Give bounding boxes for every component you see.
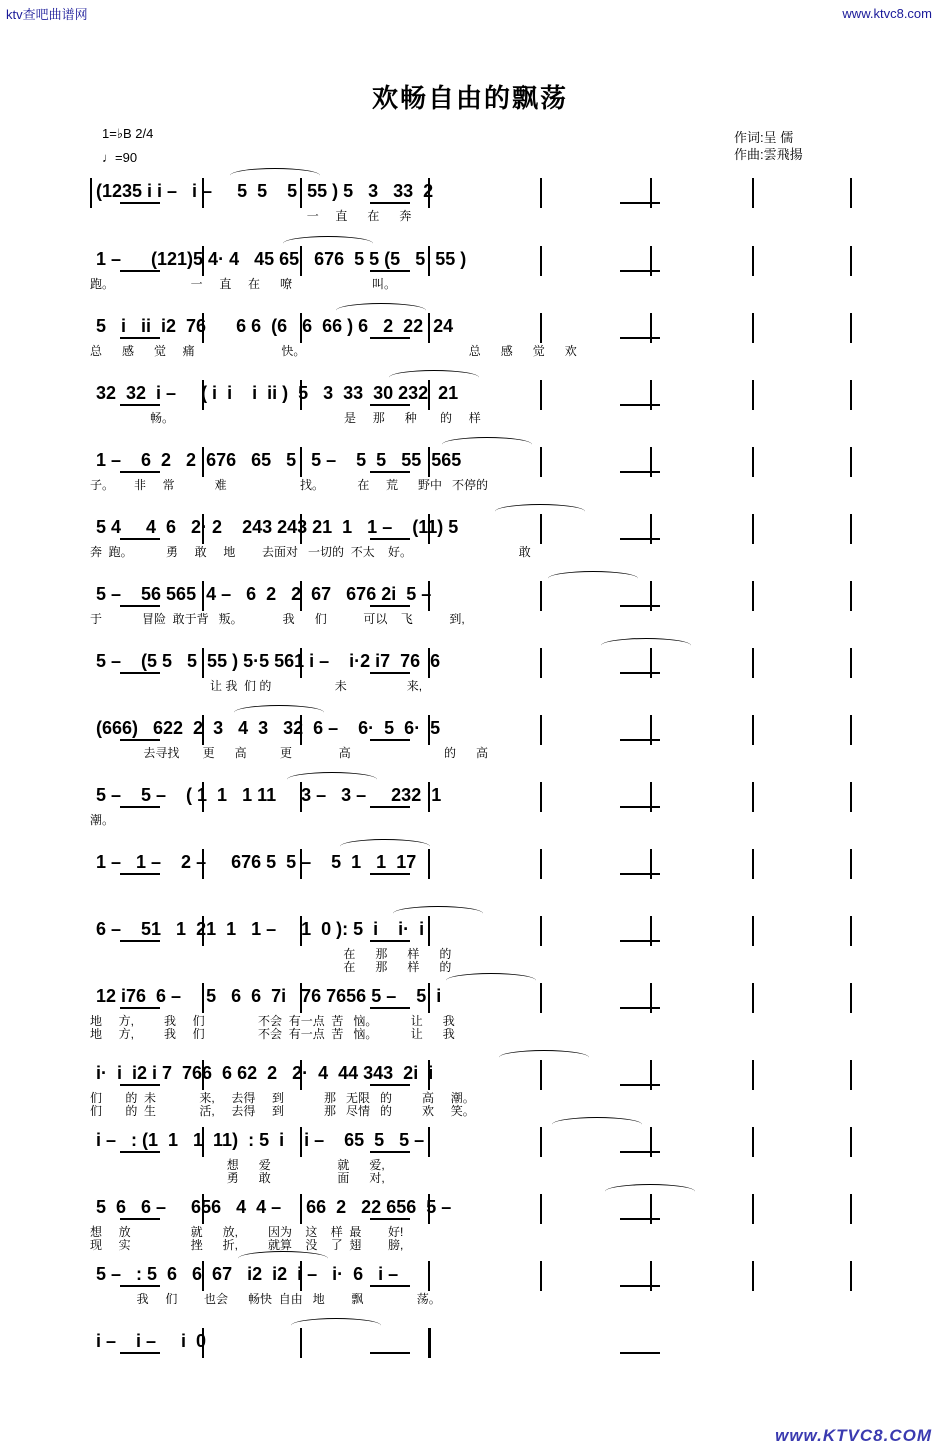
notation-line: 5 – (5 5 5 55 ) 5·5 561 i – i·2 i7 76 6 bbox=[96, 651, 446, 671]
score-row bbox=[90, 916, 850, 972]
slur-arc bbox=[230, 168, 320, 183]
beam-underline bbox=[120, 1084, 160, 1086]
slur-arc bbox=[552, 1117, 642, 1132]
key-signature: 1=♭B 2/4 bbox=[102, 126, 154, 141]
notation-line: 1 – 1 – 2 – 676 5 5 – 5 1 1 17 bbox=[96, 852, 427, 872]
slur-arc bbox=[446, 973, 536, 988]
lyric-line bbox=[90, 878, 850, 892]
notation-line: 5 – 5 – ( 1 1 1 11 3 – 3 – 232 1 bbox=[96, 785, 447, 805]
score-row bbox=[90, 1261, 850, 1317]
slur-arc bbox=[393, 906, 483, 921]
beam-underline bbox=[370, 1218, 410, 1220]
lyric-line: 想 放 就 放, 因为 这 样 最 好! bbox=[90, 1225, 404, 1239]
notation-line: 5 6 6 – 656 4 4 – 66 2 22 656 5 – bbox=[96, 1197, 467, 1217]
lyric-line: 让 我 们 的 未 来, bbox=[90, 679, 423, 693]
beam-underline bbox=[620, 404, 660, 406]
score-row bbox=[90, 849, 850, 905]
lyric-line: 在 那 样 的 bbox=[90, 960, 452, 974]
beam-underline bbox=[370, 538, 410, 540]
notation-line: 5 – 56 565 4 – 6 2 2 67 676 2i 5 – bbox=[96, 584, 452, 604]
beam-underline bbox=[370, 202, 410, 204]
beam-underline bbox=[120, 672, 160, 674]
barline bbox=[90, 178, 92, 208]
beam-underline bbox=[120, 605, 160, 607]
beam-underline bbox=[370, 672, 410, 674]
slur-arc bbox=[605, 1184, 695, 1199]
score-row bbox=[90, 983, 850, 1039]
beam-underline bbox=[370, 1285, 410, 1287]
beam-underline bbox=[620, 270, 660, 272]
beam-underline bbox=[620, 202, 660, 204]
score-row bbox=[90, 715, 850, 771]
tempo-marking: ♩=90 bbox=[102, 150, 138, 165]
watermark-bottom-right: www.KTVC8.COM bbox=[775, 1426, 932, 1445]
beam-underline bbox=[620, 1151, 660, 1153]
beam-underline bbox=[370, 1007, 410, 1009]
notation-line: (666) 622 2 3 4 3 32 6 – 6· 5 6· 5 bbox=[96, 718, 446, 738]
notation-line: 5 – : 5 6 6 67 i2 i2 i – i· 6 i – bbox=[96, 1264, 414, 1284]
composer-credit: 作曲:雲飛揚 bbox=[734, 147, 803, 162]
slur-arc bbox=[287, 772, 377, 787]
notation-line: 1 – (121)5 4· 4 45 65 676 5 5 (5 5 55 ) bbox=[96, 249, 472, 269]
lyric-line: 潮。 bbox=[90, 813, 115, 827]
beam-underline bbox=[370, 1084, 410, 1086]
slur-arc bbox=[495, 504, 585, 519]
beam-underline bbox=[370, 1151, 410, 1153]
beam-underline bbox=[120, 1007, 160, 1009]
score-row bbox=[90, 1328, 850, 1384]
notation-line: 32 32 i – ( i i i ii ) 5 3 33 30 232 21 bbox=[96, 383, 464, 403]
beam-underline bbox=[620, 940, 660, 942]
notation-line: i· i i2 i 7 766 6 62 2 2· 4 44 343 2i i bbox=[96, 1063, 444, 1083]
score-row bbox=[90, 782, 850, 838]
lyric-line: 跑。 一 直 在 嘹 叫。 bbox=[90, 277, 397, 291]
score-row bbox=[90, 1127, 850, 1183]
beam-underline bbox=[120, 739, 160, 741]
beam-underline bbox=[120, 1352, 160, 1354]
lyric-line: 地 方, 我 们 不会 有一点 苦 恼。 让 我 bbox=[90, 1014, 455, 1028]
notation-line: i – i – i 0 bbox=[96, 1331, 227, 1351]
beam-underline bbox=[370, 739, 410, 741]
beam-underline bbox=[120, 404, 160, 406]
slur-arc bbox=[389, 370, 479, 385]
watermark-top-left: ktv查吧曲谱网 bbox=[6, 7, 88, 22]
beam-underline bbox=[370, 605, 410, 607]
notation-line: 5 i ii i2 76 6 6 (6 6 66 ) 6 2 22 24 bbox=[96, 316, 464, 336]
notation-line: i – : (1 1 1 11) : 5 i i – 65 5 5 – bbox=[96, 1130, 440, 1150]
slur-arc bbox=[548, 571, 638, 586]
notation-line: 6 – 51 1 21 1 1 – 1 0 ): 5 i i· i bbox=[96, 919, 440, 939]
lyric-line: 一 直 在 奔 bbox=[90, 209, 412, 223]
beam-underline bbox=[120, 471, 160, 473]
beam-underline bbox=[620, 1285, 660, 1287]
slur-arc bbox=[283, 236, 373, 251]
beam-underline bbox=[120, 202, 160, 204]
beam-underline bbox=[620, 806, 660, 808]
beam-underline bbox=[620, 605, 660, 607]
notation-line: 12 i76 6 – 5 6 6 7i 76 7656 5 – 5 i bbox=[96, 986, 457, 1006]
lyric-line: 去寻找 更 高 更 高 的 高 bbox=[90, 746, 489, 760]
beam-underline bbox=[620, 471, 660, 473]
score-row bbox=[90, 1060, 850, 1116]
beam-underline bbox=[120, 1151, 160, 1153]
slur-arc bbox=[442, 437, 532, 452]
lyric-line: 我 们 也会 畅快 自由 地 飘 荡。 bbox=[90, 1292, 441, 1306]
slur-arc bbox=[499, 1050, 589, 1065]
beam-underline bbox=[370, 940, 410, 942]
score-row bbox=[90, 246, 850, 302]
beam-underline bbox=[620, 1218, 660, 1220]
slur-arc bbox=[291, 1318, 381, 1333]
lyric-line: 于 冒险 敢于背 叛。 我 们 可以 飞 到, bbox=[90, 612, 465, 626]
beam-underline bbox=[120, 940, 160, 942]
lyric-line: 想 爱 就 爱, bbox=[90, 1158, 385, 1172]
score-row bbox=[90, 581, 850, 637]
lyric-line: 勇 敢 面 对, bbox=[90, 1171, 385, 1185]
beam-underline bbox=[370, 873, 410, 875]
watermark-top-right: www.ktvc8.com bbox=[842, 6, 932, 21]
beam-underline bbox=[370, 337, 410, 339]
lyric-line: 地 方, 我 们 不会 有一点 苦 恼。 让 我 bbox=[90, 1027, 455, 1041]
notation-line: (1235 i i – i – 5 5 5 55 ) 5 3 33 2 bbox=[96, 181, 449, 201]
lyric-line: 奔 跑。 勇 敢 地 去面对 一切的 不太 好。 敢 bbox=[90, 545, 531, 559]
slur-arc bbox=[234, 705, 324, 720]
score-row bbox=[90, 178, 850, 234]
beam-underline bbox=[620, 1007, 660, 1009]
beam-underline bbox=[620, 672, 660, 674]
score-row bbox=[90, 648, 850, 704]
beam-underline bbox=[620, 538, 660, 540]
beam-underline bbox=[120, 337, 160, 339]
song-title: 欢畅自由的飘荡 bbox=[371, 83, 568, 113]
lyric-line: 现 实 挫 折, 就算 没 了 翅 膀, bbox=[90, 1238, 404, 1252]
beam-underline bbox=[620, 1352, 660, 1354]
beam-underline bbox=[370, 806, 410, 808]
beam-underline bbox=[620, 337, 660, 339]
lyricist-credit: 作词:呈 儒 bbox=[734, 130, 794, 145]
beam-underline bbox=[120, 270, 160, 272]
beam-underline bbox=[120, 1218, 160, 1220]
beam-underline bbox=[120, 873, 160, 875]
notation-line: 5 4 4 6 2· 2 243 243 21 1 1 – (11) 5 bbox=[96, 517, 464, 537]
lyric-line: 们 的 生 活, 去得 到 那 尽情 的 欢 笑。 bbox=[90, 1104, 475, 1118]
beam-underline bbox=[370, 270, 410, 272]
score-row bbox=[90, 313, 850, 369]
lyric-line: 畅。 是 那 种 的 样 bbox=[90, 411, 481, 425]
beam-underline bbox=[370, 1352, 410, 1354]
slur-arc bbox=[340, 839, 430, 854]
beam-underline bbox=[620, 873, 660, 875]
slur-arc bbox=[238, 1251, 328, 1266]
lyric-line: 在 那 样 的 bbox=[90, 947, 452, 961]
score-row bbox=[90, 380, 850, 436]
lyric-line: 总 感 觉 痛 快。 总 感 觉 欢 bbox=[90, 344, 577, 358]
beam-underline bbox=[620, 1084, 660, 1086]
lyric-line: 子。 非 常 难 找。 在 荒 野中 不停的 bbox=[90, 478, 489, 492]
beam-underline bbox=[370, 471, 410, 473]
lyric-line bbox=[90, 1357, 850, 1371]
slur-arc bbox=[336, 303, 426, 318]
beam-underline bbox=[120, 806, 160, 808]
slur-arc bbox=[601, 638, 691, 653]
beam-underline bbox=[620, 739, 660, 741]
score-row bbox=[90, 1194, 850, 1250]
beam-underline bbox=[370, 404, 410, 406]
score-row bbox=[90, 514, 850, 570]
notation-line: 1 – 6 2 2 676 65 5 5 – 5 5 55 565 bbox=[96, 450, 467, 470]
beam-underline bbox=[120, 1285, 160, 1287]
score-row bbox=[90, 447, 850, 503]
beam-underline bbox=[120, 538, 160, 540]
lyric-line: 们 的 未 来, 去得 到 那 无限 的 高 潮。 bbox=[90, 1091, 475, 1105]
